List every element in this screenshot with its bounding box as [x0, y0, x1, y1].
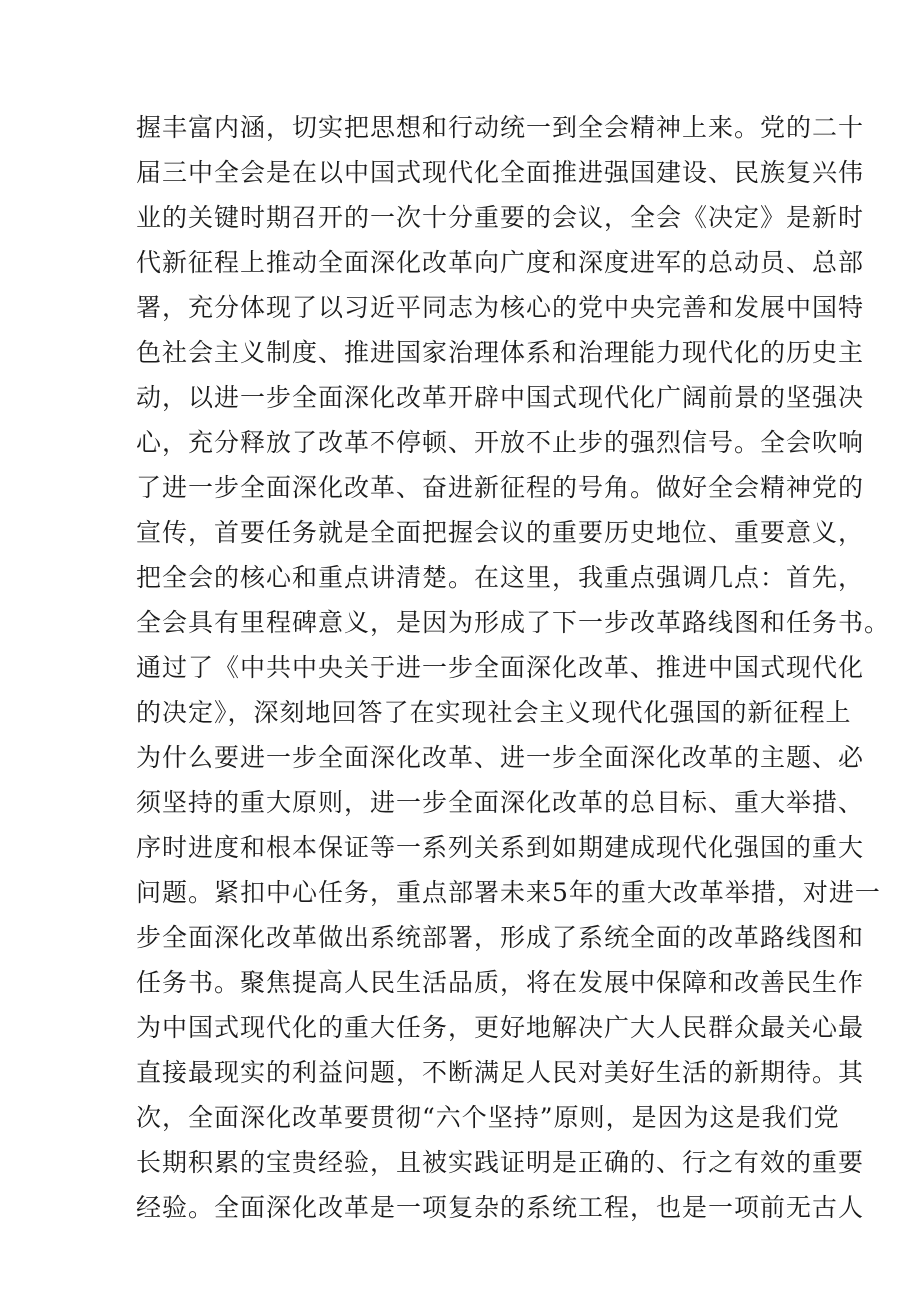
- text-line: 任务书。聚焦提高人民生活品质，将在发展中保障和改善民生作: [136, 968, 865, 997]
- text-line: 为中国式现代化的重大任务，更好地解决广大人民群众最关心最: [136, 1013, 865, 1042]
- text-line: 全会具有里程碑意义，是因为形成了下一步改革路线图和任务书。: [136, 608, 891, 637]
- text-line: 问题。紧扣中心任务，重点部署未来5年的重大改革举措，对进一: [136, 878, 881, 907]
- text-line: 通过了《中共中央关于进一步全面深化改革、推进中国式现代化: [136, 653, 865, 682]
- text-line: 次，全面深化改革要贯彻“六个坚持”原则，是因为这是我们党: [136, 1103, 840, 1132]
- text-line: 握丰富内涵，切实把思想和行动统一到全会精神上来。党的二十: [136, 113, 865, 142]
- text-line: 步全面深化改革做出系统部署，形成了系统全面的改革路线图和: [136, 923, 865, 952]
- text-line: 须坚持的重大原则，进一步全面深化改革的总目标、重大举措、: [136, 788, 865, 817]
- body-text: [136, 105, 891, 1230]
- text-line: 届三中全会是在以中国式现代化全面推进强国建设、民族复兴伟: [136, 158, 865, 187]
- text-line: 动，以进一步全面深化改革开辟中国式现代化广阔前景的坚强决: [136, 383, 865, 412]
- text-line: 为什么要进一步全面深化改革、进一步全面深化改革的主题、必: [136, 743, 865, 772]
- text-line: 代新征程上推动全面深化改革向广度和深度进军的总动员、总部: [136, 248, 865, 277]
- text-line: 了进一步全面深化改革、奋进新征程的号角。做好全会精神党的: [136, 473, 865, 502]
- text-line: 色社会主义制度、推进国家治理体系和治理能力现代化的历史主: [136, 338, 865, 367]
- text-line: 署，充分体现了以习近平同志为核心的党中央完善和发展中国特: [136, 293, 865, 322]
- text-line: 把全会的核心和重点讲清楚。在这里，我重点强调几点：首先，: [136, 563, 865, 592]
- text-line: 心，充分释放了改革不停顿、开放不止步的强烈信号。全会吹响: [136, 428, 865, 457]
- text-line: 宣传，首要任务就是全面把握会议的重要历史地位、重要意义，: [136, 518, 865, 547]
- text-line: 长期积累的宝贵经验，且被实践证明是正确的、行之有效的重要: [136, 1148, 865, 1177]
- text-line: 业的关键时期召开的一次十分重要的会议，全会《决定》是新时: [136, 203, 865, 232]
- text-line: 的决定》，深刻地回答了在实现社会主义现代化强国的新征程上: [136, 698, 852, 727]
- text-line: 直接最现实的利益问题，不断满足人民对美好生活的新期待。其: [136, 1058, 865, 1087]
- text-line: 序时进度和根本保证等一系列关系到如期建成现代化强国的重大: [136, 833, 865, 862]
- text-line: 经验。全面深化改革是一项复杂的系统工程，也是一项前无古人: [136, 1193, 865, 1222]
